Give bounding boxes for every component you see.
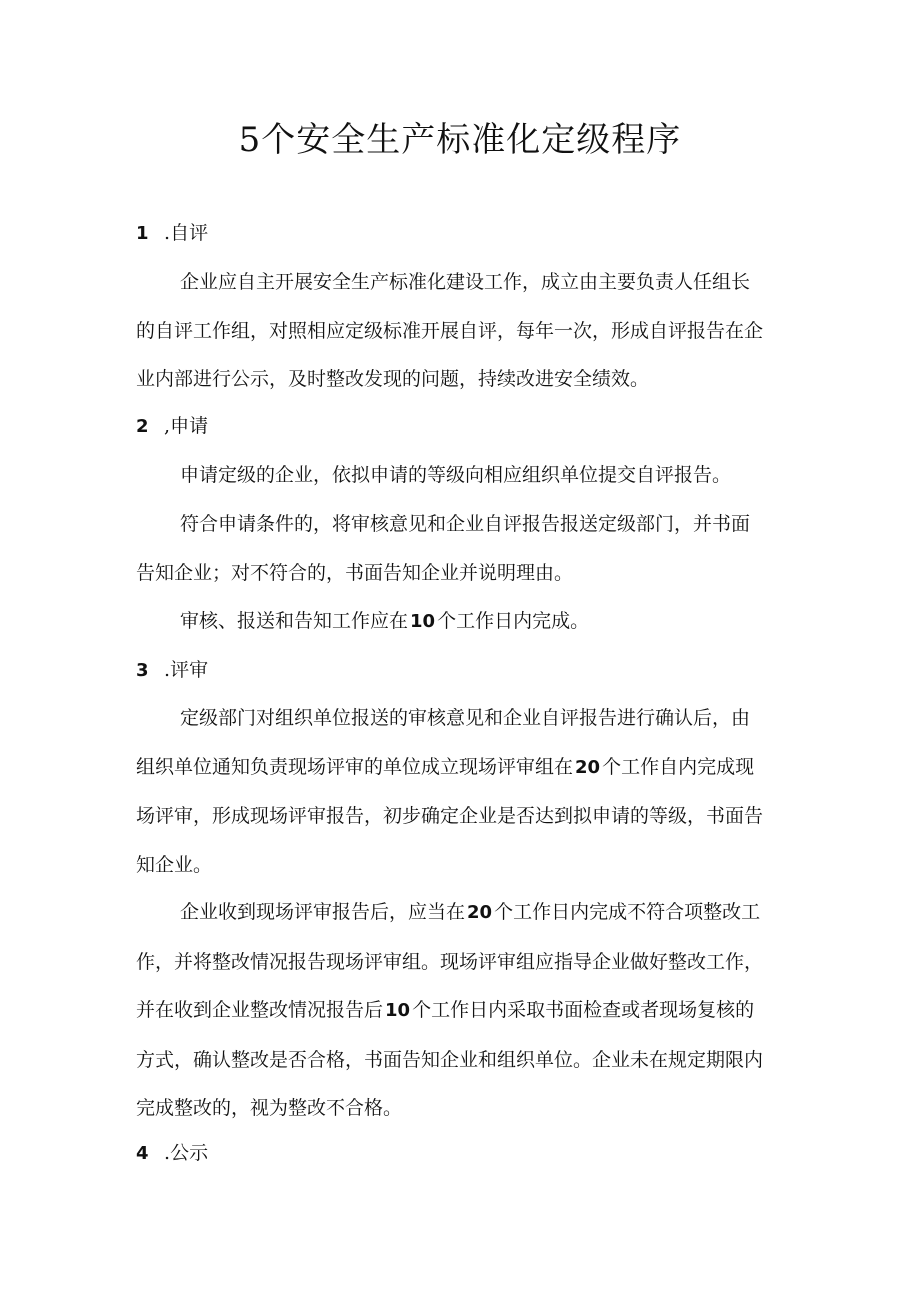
text-segment: 企业收到现场评审报告后，应当在 [180,901,466,923]
section-number: 1 [136,223,149,244]
text-line: 知企业。 [136,853,213,876]
text-line [136,986,796,1036]
text-line: 符合申请条件的，将审核意见和企业自评报告报送定级部门，并书面 [180,513,751,535]
section-heading-4 [136,1138,208,1169]
text-line: 完成整改的，视为整改不合格。 [136,1097,403,1119]
section-number: 2 [136,416,149,437]
text-line [136,597,796,647]
text-segment: 个工作日内采取书面检查或者现场复核的 [412,999,755,1021]
text-line: 的自评工作组，对照相应定级标准开展自评，每年一次，形成自评报告在企 [136,319,764,342]
text-line: 定级部门对组织单位报送的审核意见和企业自评报告进行确认后，由 [180,707,751,729]
text-line: 告知企业；对不符合的，书面告知企业并说明理由。 [136,561,574,584]
day-count: 10 [385,1000,411,1021]
document-title: 5个安全生产标准化定级程序 [238,120,682,160]
section-2-paragraph-2 [136,500,796,597]
section-number: 3 [136,660,149,681]
section-1-paragraph-1 [136,258,796,404]
section-title: .公示 [164,1142,209,1164]
text-line [136,743,796,793]
day-count: 10 [410,611,436,632]
text-segment: 个工作日内完成。 [437,610,590,632]
section-title: .自评 [164,222,209,244]
text-segment: 审核、报送和告知工作应在 [180,610,409,632]
section-title: ,申请 [164,415,209,437]
section-number: 4 [136,1143,149,1164]
section-heading-2 [136,411,208,442]
text-segment: 并在收到企业整改情况报告后 [136,999,384,1021]
section-2-paragraph-1 [136,451,796,500]
text-segment: 个工作自内完成现 [602,755,755,778]
section-title: .评审 [164,659,209,681]
section-3-paragraph-1 [136,694,796,889]
text-line: 方式，确认整改是否合格，书面告知企业和组织单位。企业未在规定期限内 [136,1048,764,1071]
text-segment: 个工作日内完成不符合项整改工 [494,901,761,923]
text-line: 业内部进行公示，及时整改发现的问题，持续改进安全绩效。 [136,368,650,390]
section-heading-1 [136,218,208,249]
section-heading-3 [136,655,208,686]
text-line: 企业应自主开展安全生产标准化建设工作，成立由主要负责人任组长 [180,271,751,293]
section-3-paragraph-2 [136,888,796,1133]
text-line [136,888,796,938]
text-line: 作，并将整改情况报告现场评审组。现场评审组应指导企业做好整改工作， [136,950,764,973]
text-segment: 组织单位通知负责现场评审的单位成立现场评审组在 [136,755,574,778]
text-line: 场评审，形成现场评审报告，初步确定企业是否达到拟申请的等级，书面告 [136,805,764,827]
text-line: 申请定级的企业，依拟申请的等级向相应组织单位提交自评报告。 [180,464,732,486]
section-2-paragraph-3 [136,597,796,647]
day-count: 20 [575,756,601,778]
day-count: 20 [467,902,493,923]
